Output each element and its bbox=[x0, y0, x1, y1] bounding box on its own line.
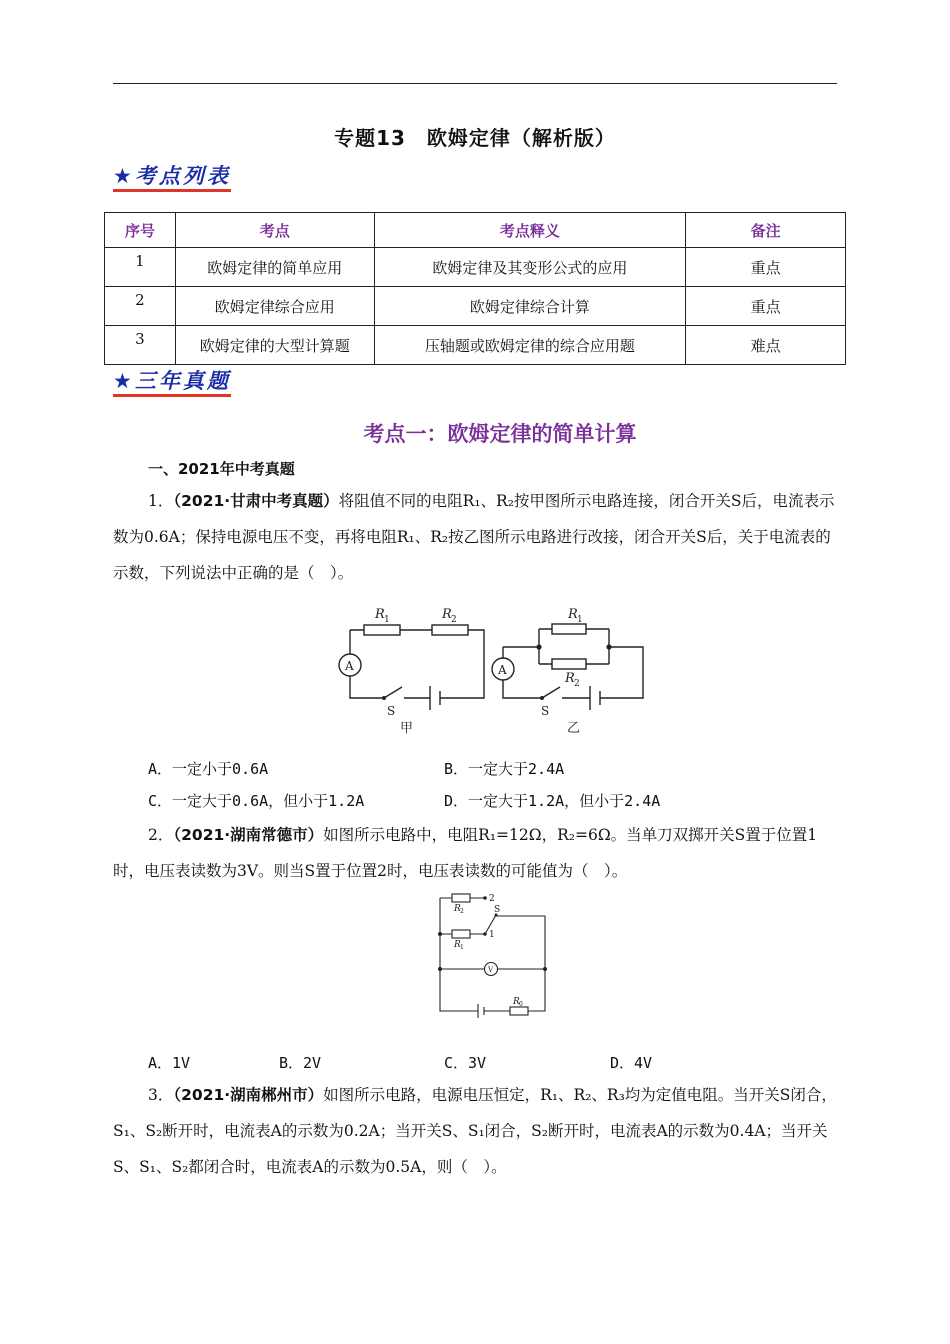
table-row bbox=[105, 287, 846, 326]
r1-subscript: 1 bbox=[460, 944, 464, 951]
r0-subscript: 0 bbox=[519, 1001, 523, 1008]
question-text: 如图所示电路，电源电压恒定，R₁、R₂、R₃均为定值电阻。当开关S闭合，S₁、S₂断开时，电流表A的示数为0.2A；当开关S、S₁闭合，S₂断开时，电流表A的示数为0.4A；当开关S、S₁、S₂都闭合时，电流表A的示数为0.5A，则（ ）。 bbox=[113, 1086, 837, 1176]
switch-label: S bbox=[494, 905, 501, 915]
q1-option-c: C．一定大于0.6A，但小于1.2A bbox=[148, 792, 365, 810]
table-header-row bbox=[105, 213, 846, 248]
question-number: 3． bbox=[148, 1086, 174, 1104]
q1-option-b: B．一定大于2.4A bbox=[444, 760, 565, 778]
r2-subscript: 2 bbox=[574, 679, 580, 689]
r2-label: R bbox=[454, 904, 461, 914]
header-rule bbox=[113, 83, 837, 84]
q1-option-a: A．一定小于0.6A bbox=[148, 760, 269, 778]
topic-title: 考点一：欧姆定律的简单计算 bbox=[363, 422, 637, 446]
exam-points-table bbox=[104, 212, 846, 365]
table-row bbox=[105, 248, 846, 287]
q2-option-b: B．2V bbox=[279, 1054, 322, 1072]
table-cell: 欧姆定律综合计算 bbox=[374, 287, 686, 326]
r1-label: R bbox=[568, 607, 578, 622]
table-cell: 2 bbox=[105, 287, 176, 326]
question-source: （2021·湖南常德市） bbox=[173, 826, 324, 844]
table-header-cell: 序号 bbox=[105, 213, 176, 248]
switch-position-2: 2 bbox=[489, 894, 495, 904]
question-1 bbox=[113, 483, 838, 591]
q2-circuit-figure bbox=[430, 888, 555, 1018]
r2-subscript: 2 bbox=[451, 615, 457, 625]
r0-label: R bbox=[513, 997, 520, 1007]
table-cell: 重点 bbox=[686, 287, 846, 326]
table-cell: 压轴题或欧姆定律的综合应用题 bbox=[374, 326, 686, 365]
table-header-cell: 考点 bbox=[175, 213, 374, 248]
question-3 bbox=[113, 1077, 838, 1185]
switch-label: S bbox=[387, 704, 396, 718]
q2-option-a: A．1V bbox=[148, 1054, 191, 1072]
table-cell: 欧姆定律综合应用 bbox=[175, 287, 374, 326]
table-cell: 1 bbox=[105, 248, 176, 287]
ammeter-label: A bbox=[498, 663, 507, 677]
section-heading-exam-questions bbox=[113, 365, 231, 395]
q2-option-c: C．3V bbox=[444, 1054, 487, 1072]
table-cell: 欧姆定律及其变形公式的应用 bbox=[374, 248, 686, 287]
caption-jia: 甲 bbox=[400, 721, 414, 736]
question-text: 如图所示电路中，电阻R₁=12Ω，R₂=6Ω。当单刀双掷开关S置于位置1时，电压表读数为3V。则当S置于位置2时，电压表读数的可能值为（ ）。 bbox=[113, 826, 818, 880]
r2-label: R bbox=[442, 607, 452, 622]
section-heading-text: ★考点列表 bbox=[113, 164, 231, 192]
switch-label: S bbox=[541, 704, 550, 718]
table-cell: 欧姆定律的大型计算题 bbox=[175, 326, 374, 365]
r1-subscript: 1 bbox=[384, 615, 390, 625]
document-title: 专题13 欧姆定律（解析版） bbox=[334, 126, 616, 150]
table-cell: 3 bbox=[105, 326, 176, 365]
q1-circuit-figure bbox=[320, 600, 650, 740]
table-header-cell: 备注 bbox=[686, 213, 846, 248]
table-cell: 欧姆定律的简单应用 bbox=[175, 248, 374, 287]
table-cell: 重点 bbox=[686, 248, 846, 287]
question-number: 2． bbox=[148, 826, 174, 844]
section-heading-text: ★三年真题 bbox=[113, 369, 231, 397]
topic-subtitle: 一、2021年中考真题 bbox=[148, 460, 295, 478]
question-number: 1． bbox=[148, 492, 174, 510]
r1-label: R bbox=[454, 940, 461, 950]
table-cell: 难点 bbox=[686, 326, 846, 365]
table-header-cell: 考点释义 bbox=[374, 213, 686, 248]
q2-option-d: D．4V bbox=[610, 1054, 653, 1072]
r1-label: R bbox=[375, 607, 385, 622]
question-2 bbox=[113, 817, 838, 889]
q1-option-d: D．一定大于1.2A，但小于2.4A bbox=[444, 792, 661, 810]
r2-subscript: 2 bbox=[460, 908, 464, 915]
caption-yi: 乙 bbox=[567, 721, 581, 736]
ammeter-label: A bbox=[345, 659, 354, 673]
section-heading-exam-points bbox=[113, 160, 231, 190]
switch-position-1: 1 bbox=[489, 930, 495, 940]
r2-label: R bbox=[565, 671, 575, 686]
table-row bbox=[105, 326, 846, 365]
question-source: （2021·湖南郴州市） bbox=[173, 1086, 324, 1104]
question-text: 将阻值不同的电阻R₁、R₂按甲图所示电路连接，闭合开关S后，电流表示数为0.6A；保持电源电压不变，再将电阻R₁、R₂按乙图所示电路进行改接，闭合开关S后，关于电流表的示数，下列说法中正确的是（ ）。 bbox=[113, 492, 835, 582]
voltmeter-label: V bbox=[488, 966, 494, 974]
r1-subscript: 1 bbox=[577, 615, 583, 625]
question-source: （2021·甘肃中考真题） bbox=[173, 492, 339, 510]
